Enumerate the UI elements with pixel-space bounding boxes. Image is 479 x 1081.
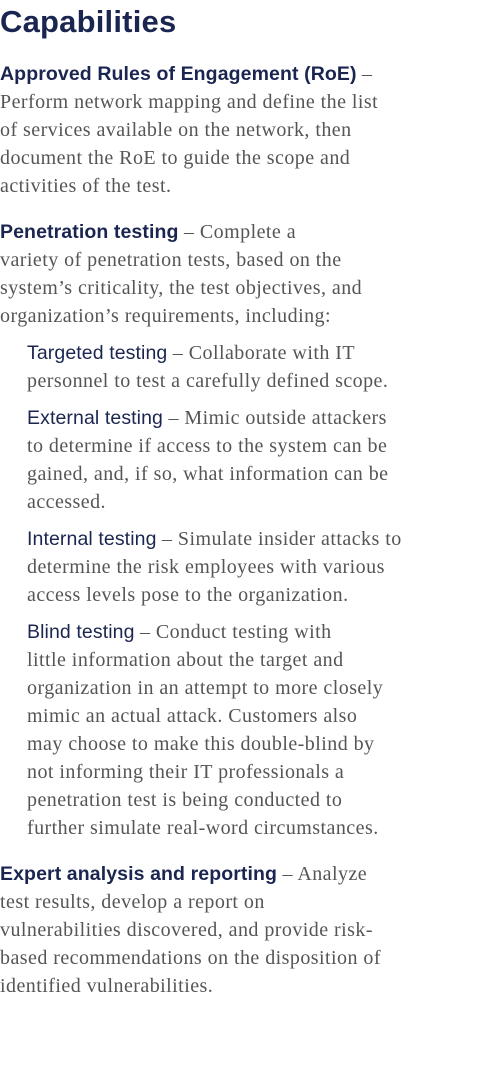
capability-expert-separator: – — [277, 863, 298, 885]
capability-expert-line-2: vulnerabilities discovered, and provide risk- — [0, 919, 373, 941]
capability-blind-line-4: may choose to make this double-blind by — [27, 733, 375, 755]
capability-roe — [0, 60, 470, 200]
capability-external-text-0: Mimic outside attackers — [184, 407, 387, 429]
capability-penetration-text-0: Complete a — [199, 221, 297, 243]
capability-internal-testing — [27, 525, 472, 609]
capability-blind-line-0 — [27, 618, 472, 646]
capability-expert-line-1: test results, develop a report on — [0, 891, 265, 913]
capability-targeted-text-0: Collaborate with IT — [188, 342, 356, 364]
capability-internal-title: Internal testing — [27, 528, 157, 550]
capability-penetration-separator: – — [178, 221, 200, 243]
capability-external-title: External testing — [27, 407, 164, 429]
capability-penetration-line-1: variety of penetration tests, based on the — [0, 249, 342, 271]
capability-expert-text-0: Analyze — [297, 863, 368, 885]
capability-roe-title: Approved Rules of Engagement (RoE) — [0, 63, 357, 85]
capability-penetration-line-2: system’s criticality, the test objectives, and — [0, 277, 363, 299]
capability-expert-line-3: based recommendations on the disposition of — [0, 947, 381, 969]
capability-internal-line-2: access levels pose to the organization. — [27, 584, 349, 606]
capability-internal-line-0 — [27, 525, 472, 553]
capability-internal-text-0: Simulate insider attacks to — [177, 528, 402, 550]
capability-blind-separator: – — [134, 621, 156, 643]
capability-internal-separator: – — [156, 528, 178, 550]
capability-penetration-title: Penetration testing — [0, 221, 179, 243]
capability-blind-line-1: little information about the target and — [27, 649, 344, 671]
capability-external-line-2: gained, and, if so, what information can be — [27, 463, 389, 485]
capability-external-separator: – — [163, 407, 185, 429]
capability-targeted-separator: – — [167, 342, 189, 364]
capability-blind-testing — [27, 618, 472, 842]
capability-roe-line-3: document the RoE to guide the scope and — [0, 147, 351, 169]
page-title: Capabilities — [0, 4, 177, 39]
capability-roe-line-1: Perform network mapping and define the list — [0, 91, 379, 113]
capability-targeted-line-0 — [27, 339, 472, 367]
capability-external-line-0 — [27, 404, 472, 432]
capability-internal-line-1: determine the risk employees with various — [27, 556, 385, 578]
capability-targeted-testing — [27, 339, 472, 395]
capability-external-line-3: accessed. — [27, 491, 107, 513]
capability-blind-title: Blind testing — [27, 621, 135, 643]
capability-expert-analysis — [0, 860, 470, 1000]
capability-expert-title: Expert analysis and reporting — [0, 863, 278, 885]
capability-roe-line-0 — [0, 60, 470, 88]
capability-roe-line-4: activities of the test. — [0, 175, 172, 197]
capability-blind-line-6: penetration test is being conducted to — [27, 789, 343, 811]
capability-targeted-line-1: personnel to test a carefully defined scope. — [27, 370, 389, 392]
capability-penetration-testing — [0, 218, 470, 330]
capability-blind-line-3: mimic an actual attack. Customers also — [27, 705, 358, 727]
capability-roe-line-2: of services available on the network, then — [0, 119, 352, 141]
capability-expert-line-4: identified vulnerabilities. — [0, 975, 214, 997]
capability-penetration-line-3: organization’s requirements, including: — [0, 305, 331, 327]
capability-blind-text-0: Conduct testing with — [155, 621, 332, 643]
capability-external-line-1: to determine if access to the system can be — [27, 435, 388, 457]
capability-external-testing — [27, 404, 472, 516]
capability-blind-line-2: organization in an attempt to more closely — [27, 677, 384, 699]
capability-penetration-line-0 — [0, 218, 470, 246]
capability-expert-line-0 — [0, 860, 470, 888]
capability-roe-separator: – — [356, 63, 373, 85]
capability-blind-line-7: further simulate real-word circumstances. — [27, 817, 379, 839]
capability-targeted-title: Targeted testing — [27, 342, 168, 364]
capability-blind-line-5: not informing their IT professionals a — [27, 761, 345, 783]
